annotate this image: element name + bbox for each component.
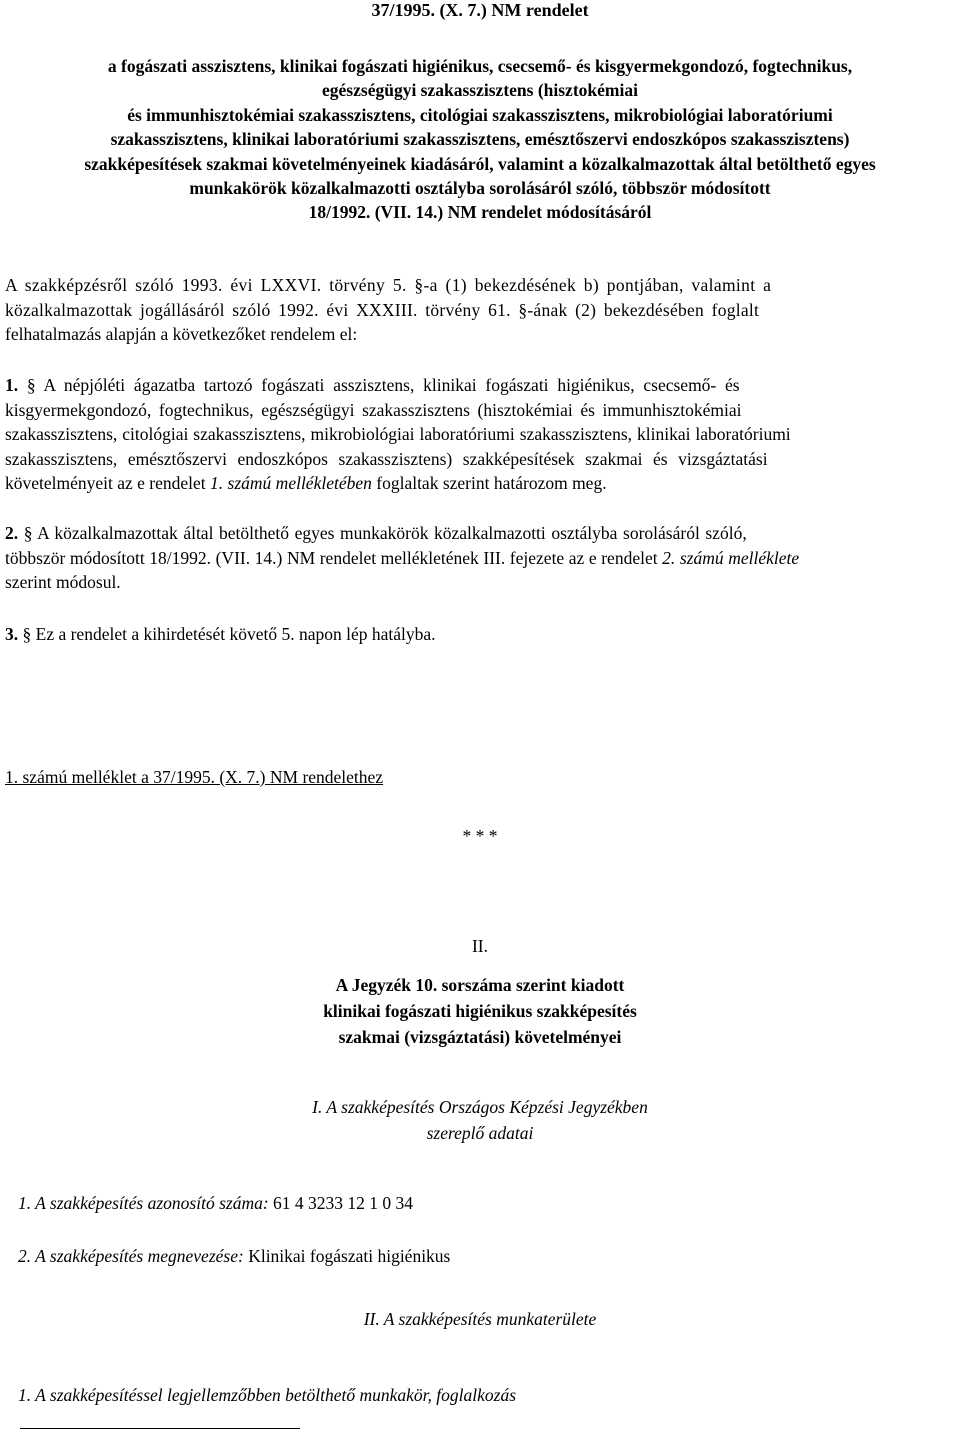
part-1-heading [0, 1094, 960, 1146]
annex-heading: 1. számú melléklet a 37/1995. (X. 7.) NM rendelethez [5, 767, 384, 787]
part-heading-line: I. A szakképesítés Országos Képzési Jegyzékben [312, 1097, 648, 1117]
item-label: 1. A szakképesítés azonosító száma: [18, 1193, 269, 1213]
part-2-heading: II. A szakképesítés munkaterülete [363, 1309, 597, 1329]
section-text: A népjóléti ágazatba tartozó fogászati asszisztens, klinikai fogászati higiénikus, csecsemő- és [43, 375, 740, 395]
separator-stars: * * * [462, 826, 498, 846]
preamble [5, 273, 955, 347]
annex-reference: 2. számú melléklete [662, 547, 800, 568]
part-numeral: II. [471, 936, 489, 956]
annex-title [0, 972, 960, 1050]
title-line: szakasszisztens, klinikai laboratóriumi szakasszisztens, emésztőszervi endoszkópos szakasszisztens) [110, 129, 850, 150]
item-label: 2. A szakképesítés megnevezése: [18, 1246, 244, 1266]
annex-title-line: A Jegyzék 10. sorszáma szerint kiadott [335, 975, 625, 995]
preamble-line: felhatalmazás alapján a következőket rendelem el: [5, 324, 358, 344]
section-text: Ez a rendelet a kihirdetését követő 5. napon lép hatályba. [35, 624, 436, 644]
regulation-title [0, 54, 960, 225]
annex-title-line: klinikai fogászati higiénikus szakképesítés [323, 1001, 637, 1021]
section-sign: § [26, 375, 36, 395]
annex-title-line: szakmai (vizsgáztatási) követelményei [338, 1027, 622, 1047]
data-item-occupation: 1. A szakképesítéssel legjellemzőbben betölthető munkakör, foglalkozás [18, 1385, 517, 1405]
section-text: foglaltak szerint határozom meg. [371, 473, 607, 493]
section-2 [5, 521, 955, 595]
section-number: 1. [5, 375, 19, 395]
title-line: egészségügyi szakasszisztens (hisztokémiai [322, 80, 638, 101]
item-value: 61 4 3233 12 1 0 34 [268, 1193, 414, 1213]
section-text: szakasszisztens, citológiai szakasszisztens, mikrobiológiai laboratóriumi szakasszisztens, klinikai laboratóriumi [5, 424, 791, 444]
section-text: kisgyermekgondozó, fogtechnikus, egészségügyi szakasszisztens (hisztokémiai és immunhisztokémiai [5, 399, 742, 420]
title-line: 18/1992. (VII. 14.) NM rendelet módosításáról [308, 202, 652, 223]
title-line: szakképesítések szakmai követelményeinek kiadásáról, valamint a közalkalmazottak által betölthető egyes [84, 153, 876, 174]
item-value: Klinikai fogászati higiénikus [243, 1246, 451, 1266]
document-reference: 37/1995. (X. 7.) NM rendelet [371, 0, 589, 20]
section-number: 2. [5, 523, 19, 543]
section-text: szerint módosul. [5, 572, 121, 592]
section-sign: § [22, 624, 32, 644]
section-sign: § [23, 523, 33, 543]
preamble-line: közalkalmazottak jogállásáról szóló 1992. évi XXXIII. törvény 61. §-ának (2) bekezdésében foglalt [5, 299, 760, 320]
part-heading-line: szereplő adatai [426, 1123, 534, 1143]
section-text: szakasszisztens, emésztőszervi endoszkópos szakasszisztens) szakképesítések szakmai és vizsgáztatási [5, 448, 768, 469]
title-line: és immunhisztokémiai szakasszisztens, citológiai szakasszisztens, mikrobiológiai laboratóriumi [127, 104, 833, 125]
section-3 [5, 622, 955, 647]
blank-line [20, 1428, 300, 1429]
data-item-id [18, 1193, 413, 1214]
section-number: 3. [5, 624, 19, 644]
data-item-name [18, 1246, 450, 1267]
title-line: a fogászati asszisztens, klinikai fogászati higiénikus, csecsemő- és kisgyermekgondozó, fogtechnikus, [107, 56, 853, 76]
title-line: munkakörök közalkalmazotti osztályba sorolásáról szóló, többször módosított [189, 178, 771, 199]
section-text: A közalkalmazottak által betölthető egyes munkakörök közalkalmazotti osztályba sorolásáról szóló, [37, 523, 747, 543]
annex-reference: 1. számú mellékletében [210, 473, 372, 493]
section-text: követelményeit az e rendelet [5, 473, 211, 493]
preamble-line: A szakképzésről szóló 1993. évi LXXVI. törvény 5. §-a (1) bekezdésének b) pontjában, valamint a [5, 275, 772, 295]
section-1 [5, 373, 955, 496]
section-text: többször módosított 18/1992. (VII. 14.) NM rendelet mellékletének III. fejezete az e rendelet [5, 547, 663, 568]
